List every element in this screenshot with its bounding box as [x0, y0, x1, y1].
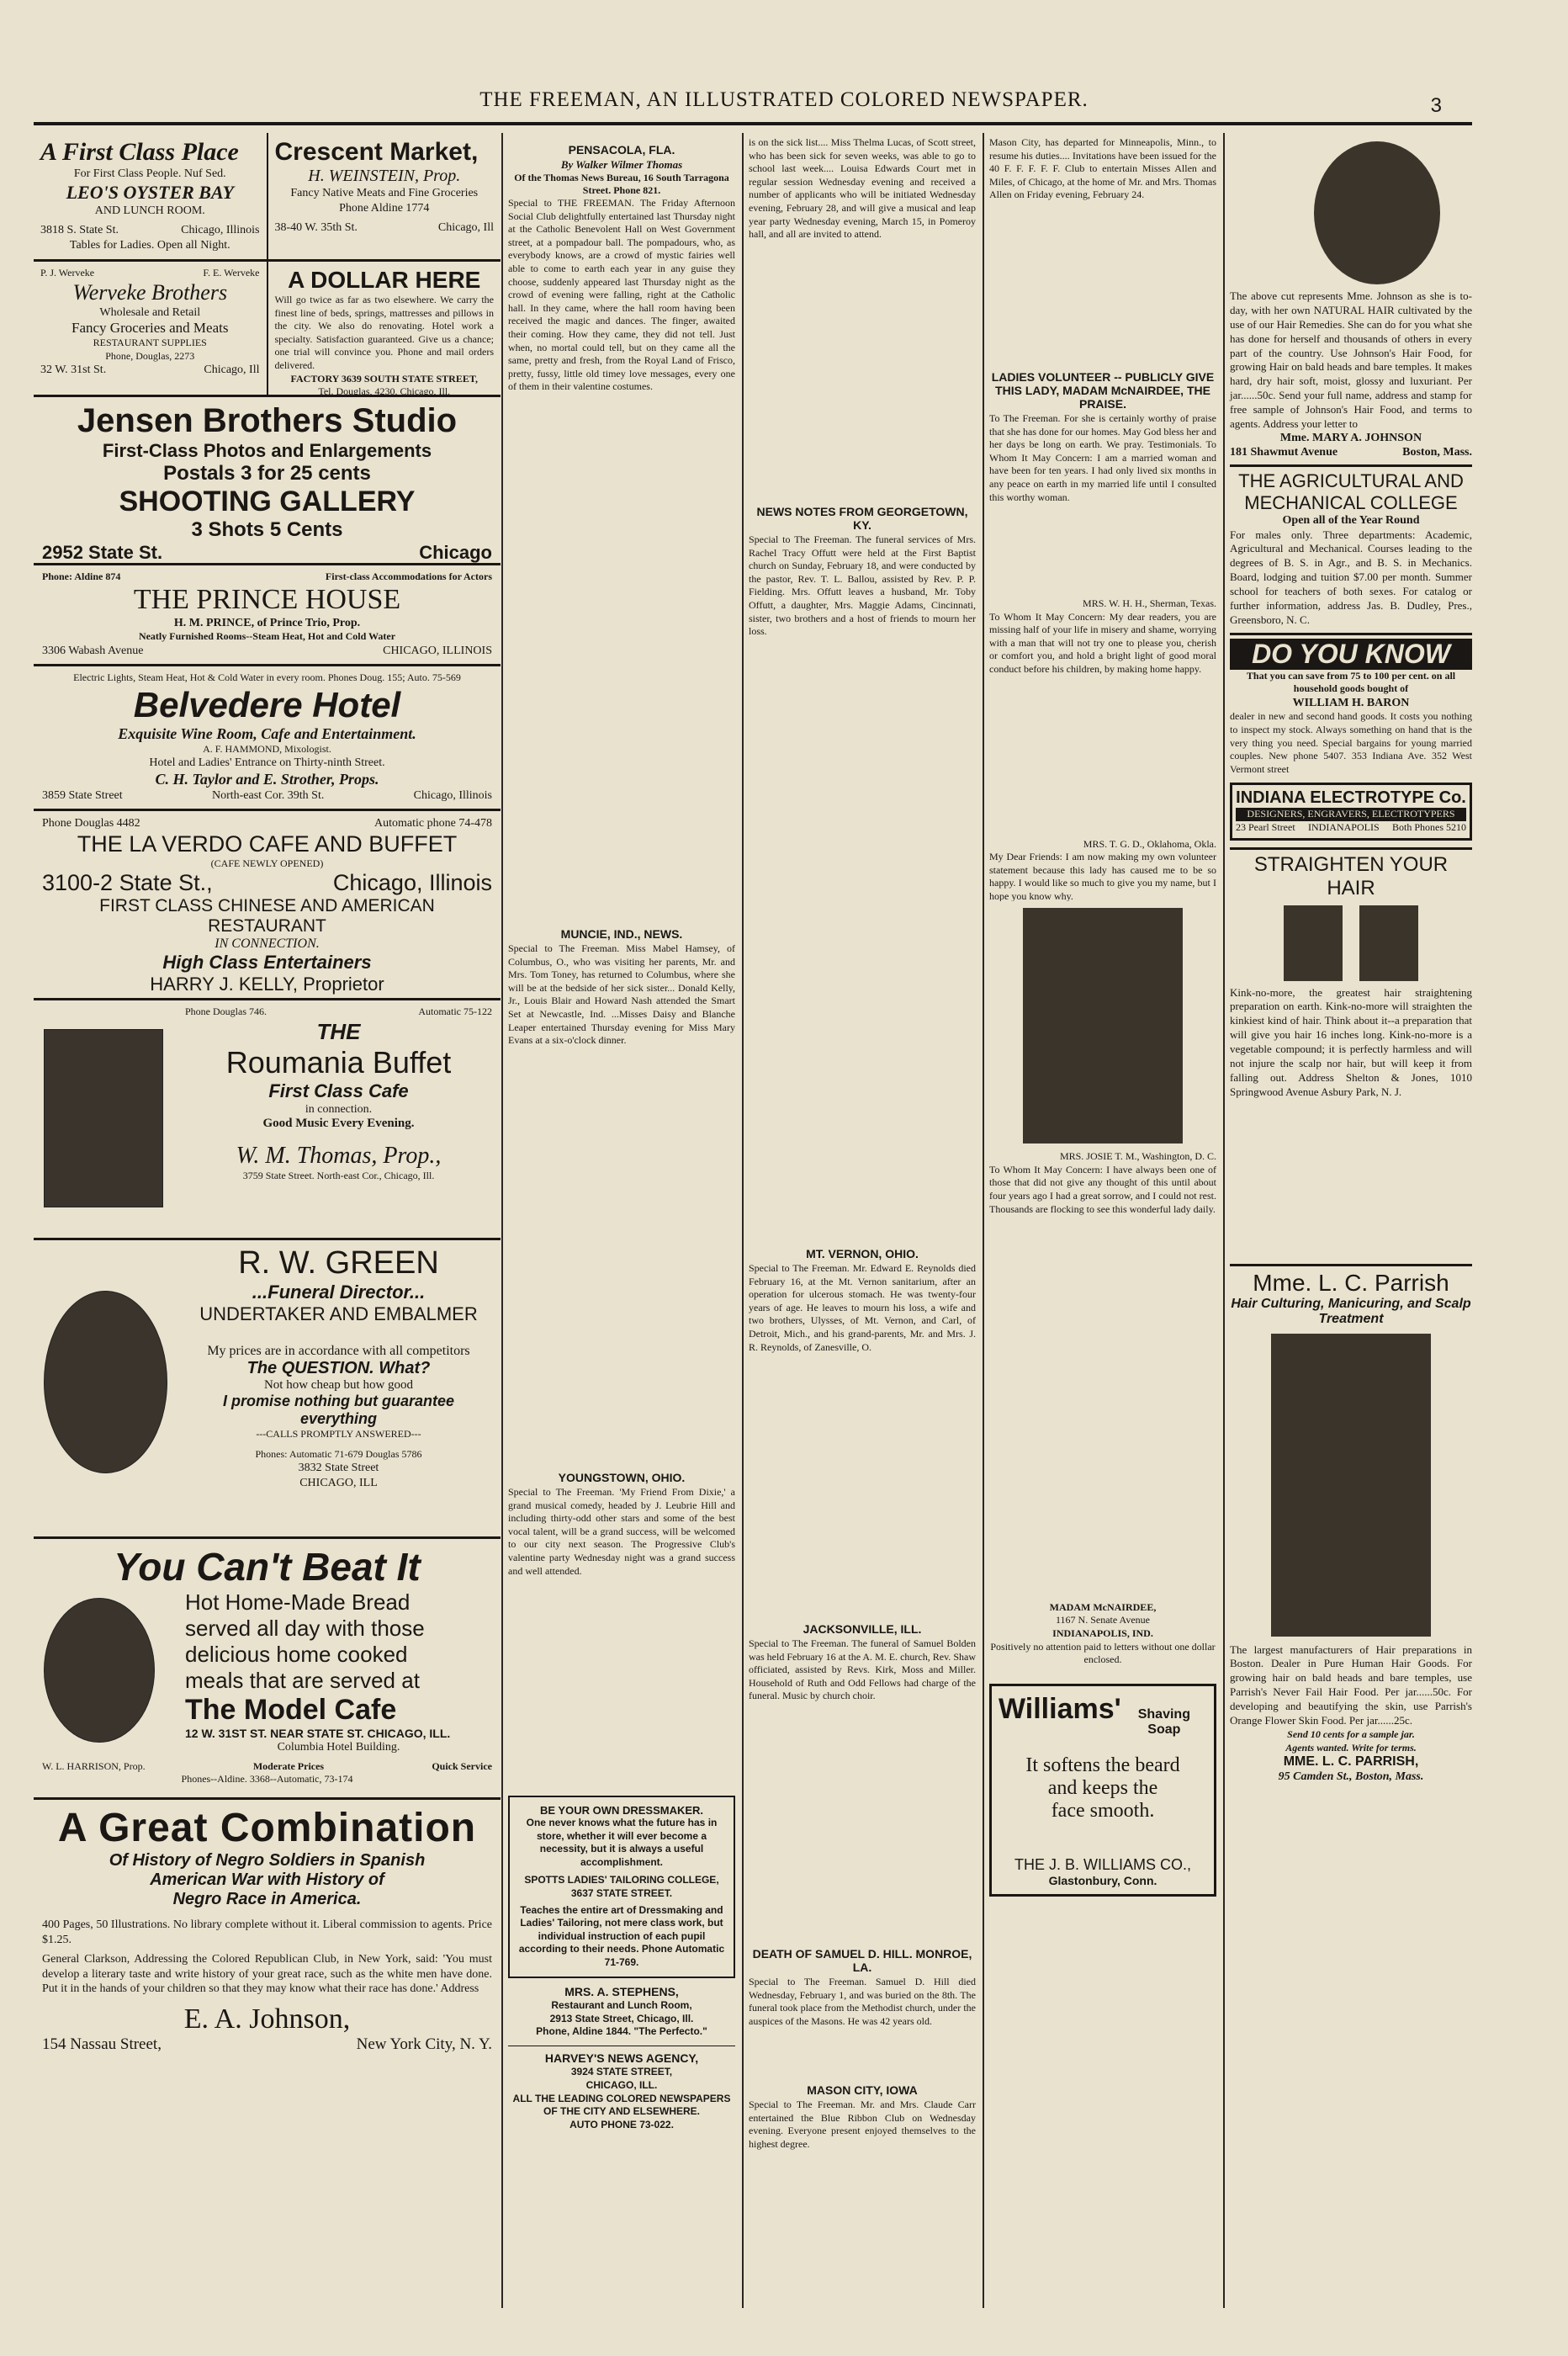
ad-line: delicious home cooked [185, 1642, 408, 1667]
ad-line: It softens the beard [1025, 1754, 1180, 1776]
ad-subtitle: Of History of Negro Soldiers in Spanish [109, 1851, 426, 1870]
signature: MRS. W. H. H., Sherman, Texas. [1083, 597, 1216, 609]
portrait-photo [44, 1598, 155, 1743]
ad-roumania-buffet [34, 1000, 501, 1240]
ad-line: meals that are served at [185, 1668, 420, 1693]
ad-straighten-hair [1230, 847, 1472, 1264]
ad-phone: Phones: Automatic 71-679 Douglas 5786 [255, 1447, 422, 1460]
ad-body: ALL THE LEADING COLORED NEWSPAPERS OF THE CITY AND ELSEWHERE. [512, 2092, 731, 2118]
ad-corner: North-east Cor. 39th St. [211, 788, 325, 802]
section-heading: YOUNGSTOWN, OHIO. [558, 1471, 686, 1484]
ad-line: and keeps the [1047, 1776, 1158, 1799]
ad-dressmaker [508, 1796, 735, 1978]
johnson-portrait [1314, 141, 1440, 284]
ad-address: 3759 State Street. North-east Cor., Chicago, Ill. [242, 1170, 435, 1182]
ad-line: UNDERTAKER AND EMBALMER [199, 1303, 478, 1324]
article-body: To Whom It May Concern: I have always been one of those that did not give any thought of this until about four years ago I had a great sorrow, and I could not rest. Thousands are flocking to see this wonderful lady daily. [989, 1163, 1216, 1215]
ad-city: CHICAGO, ILLINOIS [383, 644, 492, 657]
article-body: Mason City, has departed for Minneapolis, Minn., to resume his duties.... Invitations have been issued for the 40 F. F. F. F. F. Club to entertain Misses Allen and Miles, of Chicago, at the home of Mr. and Mrs. Thomas Allen on Friday evening, February 24. [989, 136, 1216, 201]
ad-phone: Automatic phone 74-478 [374, 817, 492, 830]
ad-harvey [508, 2046, 735, 2131]
ad-row-top [34, 133, 501, 262]
ad-belvedere-hotel [34, 666, 501, 811]
ad-line: Hotel and Ladies' Entrance on Thirty-ninth Street. [149, 756, 385, 770]
ad-line: Agents wanted. Write for terms. [1285, 1741, 1417, 1754]
ad-title: A DOLLAR HERE [288, 267, 481, 293]
ad-phone: Phones--Aldine. 3368--Automatic, 73-174 [181, 1773, 353, 1786]
ad-line: Postals 3 for 25 cents [163, 462, 371, 485]
ad-rw-green [34, 1240, 501, 1539]
ad-do-you-know [1230, 633, 1472, 777]
ad-address: 32 W. 31st St. [40, 363, 107, 377]
ad-line: High Class Entertainers [162, 952, 372, 974]
ad-body: The above cut represents Mme. Johnson as she is to-day, with her own NATURAL HAIR cultivated by the use of our Hair Remedies. She can do for you what she has done for herself and thousands of others in every part of the country. Use Johnson's Hair Food, for growing Hair on bald heads and bare temples. It makes hard, dry hair soft, moist, glossy and luxuriant. Per jar......50c. Send your full name, address and stamp for free sample of Johnson's Hair Food, and terms to agents. Address your letter to [1230, 289, 1472, 431]
ad-name-left: P. J. Werveke [40, 267, 95, 279]
ad-title: INDIANA ELECTROTYPE Co. [1236, 788, 1466, 808]
ad-note: Tables for Ladies. Open all Night. [69, 238, 230, 252]
portrait-photo [44, 1029, 163, 1207]
ad-title: A Great Combination [57, 1806, 477, 1850]
section-heading: MUNCIE, IND., NEWS. [560, 927, 683, 941]
ad-subtitle: Open all of the Year Round [1282, 514, 1420, 527]
ad-prop: HARRY J. KELLY, Proprietor [150, 974, 384, 995]
section-heading: MT. VERNON, OHIO. [806, 1247, 919, 1260]
ad-city: Chicago, Illinois [413, 788, 492, 802]
ad-address: 3100-2 State St., [42, 870, 213, 896]
ad-address: 3924 STATE STREET, [570, 2066, 673, 2078]
signature: MRS. JOSIE T. M., Washington, D. C. [1059, 1150, 1216, 1163]
article-body: Special to The Freeman. Samuel D. Hill died Wednesday, February 1, and was buried on the 8th. The funeral took place from the Methodist church, under the auspices of the Masons. He was 42 years old. [749, 1976, 976, 2027]
ad-line: First-Class Photos and Enlargements [102, 440, 432, 461]
ad-crescent-market [267, 133, 501, 259]
ad-address: 3859 State Street [42, 788, 123, 802]
ad-title: Jensen Brothers Studio [77, 402, 458, 439]
ad-line: I promise nothing but guarantee everything [222, 1393, 454, 1427]
ad-name: SPOTTS LADIES' TAILORING COLLEGE, [524, 1874, 719, 1886]
article-body: To The Freeman. For she is certainly worthy of praise that she has done for our homes. May God bless her and her days be long on earth. We pray. Testimonials. To Whom It May Concern: I am a married woman and have been for ten years. I had only lived six months in any peace on earth in my married life until I consulted this worthy woman. [989, 412, 1216, 503]
article-body: To Whom It May Concern: My dear readers, you are missing half of your life in misery and shame, worrying with a man that will not try one to please you, cherish or comfort you, and hold a bright light of good moral conduct before his children, by making home happy. [989, 610, 1216, 675]
ad-address: 1167 N. Senate Avenue [1056, 1614, 1150, 1626]
ad-phone: Phone Douglas 4482 [42, 817, 140, 830]
ad-line: FIRST CLASS CHINESE AND AMERICAN RESTAURANT [99, 896, 435, 937]
ad-line: Restaurant and Lunch Room, [551, 1999, 692, 2012]
ad-line: Good Music Every Evening. [262, 1117, 415, 1131]
ad-title: THE LA VERDO CAFE AND BUFFET [77, 830, 458, 857]
ad-phone: Phone Aldine 1774 [339, 201, 430, 215]
ad-address: 12 W. 31ST ST. NEAR STATE ST. CHICAGO, ILL. [185, 1727, 451, 1740]
news-column-4 [984, 133, 1221, 2304]
news-column-2 [503, 133, 740, 2304]
ad-title: R. W. GREEN [238, 1245, 439, 1281]
article-body: Special to THE FREEMAN. The Friday Afternoon Social Club delightfully entertained last Thursday night at the Catholic Benevolent Hall on West Government street, at a pompadour ball. The pompadours, who, as everybody knows, are a crowd of mystic fairies well able to come to earth each year in any guise they choose, suddenly appeared last Thursday night as the crowd of evening were falling, right at the Catholic hall. In they came, where the hall room having been received the magic and dances. The finger, awaited their coming. How they came, they did not tell. Just when, no mortal could tell, but on they came all the same, pretty and fresh, from the Royal Land of Frisco, pretty, fussy, little old timey love messages, every one of them in their valentine costumes. [508, 197, 735, 393]
ad-line: ---CALLS PROMPTLY ANSWERED--- [256, 1428, 421, 1440]
ad-phone: AUTO PHONE 73-022. [569, 2118, 674, 2130]
ad-indiana-electrotype [1230, 783, 1472, 840]
ad-city: Chicago, Ill [204, 363, 260, 377]
ad-body: General Clarkson, Addressing the Colored Republican Club, in New York, said: 'You must develop a literary taste and write history of your great race, such as the white men have done. Put it in the hands of your children so that they may know what their race has done.' Address [42, 1953, 492, 1995]
ad-prop: H. WEINSTEIN, Prop. [308, 167, 461, 185]
ad-top-line: Electric Lights, Steam Heat, Hot & Cold Water in every room. Phones Doug. 155; Auto. 75-569 [73, 671, 461, 683]
ad-tag: First-class Accommodations for Actors [325, 570, 492, 582]
ad-name: MRS. A. STEPHENS, [564, 1984, 679, 1998]
ad-title: Mme. L. C. Parrish [1253, 1269, 1449, 1296]
ad-line: Moderate Prices [252, 1759, 325, 1772]
ads-column-left [34, 133, 501, 2103]
ad-the: THE [316, 1018, 361, 1044]
ad-body: Will go twice as far as two elsewhere. We carry the finest line of beds, springs, mattresses and pillows in the city. We also do renovating. Hotel work a specialty. Satisfaction guaranteed. Give us a chance; one trial will convince you. Phone and mail orders delivered. [274, 294, 494, 371]
ad-line: That you can save from 75 to 100 per cent. on all household goods bought of [1246, 669, 1456, 695]
ad-address: 3832 State Street [298, 1462, 379, 1475]
masthead-rule [34, 122, 1472, 125]
ad-address: 181 Shawmut Avenue [1230, 445, 1338, 459]
ad-phone: Both Phones 5210 [1391, 820, 1466, 833]
ad-jensen-studio [34, 397, 501, 565]
ad-prop: W. L. HARRISON, Prop. [42, 1759, 146, 1772]
ad-line: Hot Home-Made Bread [185, 1589, 411, 1615]
ad-name: Mme. MARY A. JOHNSON [1279, 431, 1422, 444]
ad-prop: W. M. Thomas, Prop., [236, 1143, 442, 1170]
ad-note: Positively no attention paid to letters without one dollar enclosed. [990, 1640, 1216, 1666]
ad-line: 400 Pages, 50 Illustrations. No library complete without it. Liberal commission to agents. Price $1.25. [42, 1918, 492, 1946]
section-heading: MASON CITY, IOWA [807, 2083, 918, 2097]
ad-name: HARVEY'S NEWS AGENCY, [544, 2051, 699, 2065]
masthead: THE FREEMAN, AN ILLUSTRATED COLORED NEWSPAPER. [479, 88, 1089, 111]
ad-title: Werveke Brothers [72, 279, 228, 305]
signature: MRS. T. G. D., Oklahoma, Okla. [1083, 837, 1216, 850]
ad-line: 3 Shots 5 Cents [191, 518, 343, 541]
ad-title: THE PRINCE HOUSE [133, 583, 401, 615]
ad-subtitle: American War with History of [150, 1870, 384, 1889]
section-heading: JACKSONVILLE, ILL. [803, 1622, 922, 1636]
ad-name: MADAM McNAIRDEE, [1049, 1600, 1157, 1613]
ad-subtitle: Hair Culturing, Manicuring, and Scalp Treatment [1231, 1296, 1471, 1326]
ad-williams-soap [989, 1684, 1216, 1897]
ad-name-right: F. E. Werveke [203, 267, 260, 279]
ad-title: BE YOUR OWN DRESSMAKER. [539, 1804, 704, 1817]
ad-phone: Phone, Aldine 1844. "The Perfecto." [536, 2025, 707, 2038]
ad-agricultural-college [1230, 464, 1472, 627]
ad-name: The Model Cafe [185, 1694, 397, 1726]
after-hair-image [1359, 905, 1418, 981]
ad-body: Kink-no-more, the greatest hair straightening preparation on earth. Kink-no-more will straighten the kinkiest kind of hair. Think about it--a preparation that will give you hair 16 inches long. Kink-no-more is a vegetable compound; it is perfectly harmless and will not injure the scalp nor hair, but will keep it from falling out. Address Shelton & Jones, 1010 Springwood Avenue Asbury Park, N. J. [1230, 985, 1472, 1098]
ad-line: IN CONNECTION. [215, 937, 320, 952]
ad-line: AND LUNCH ROOM. [94, 204, 205, 217]
ad-city: INDIANAPOLIS, IND. [1052, 1626, 1153, 1639]
ad-title: Roumania Buffet [225, 1044, 452, 1080]
ad-body: The largest manufacturers of Hair preparations in Boston. Dealer in Pure Human Hair Goods. For growing hair on bald heads and bare temples, use Parrish's Never Fail Hair Food. Per jar......50c. For developing and beautifying the skin, use Parrish's Orange Flower Skin Food. Per jar......25c. [1230, 1642, 1472, 1727]
section-heading: LADIES VOLUNTEER -- PUBLICLY GIVE THIS LADY, MADAM McNAIRDEE, THE PRAISE. [991, 370, 1215, 411]
madam-address [989, 1601, 1216, 1667]
ad-body: dealer in new and second hand goods. It costs you nothing to inspect my stock. Always something on hand that is the very thing you need. Special bargains for young married couples. New phone 5407. 353 Indiana Ave. 352 West Vermont street [1230, 710, 1472, 775]
ad-name: E. A. Johnson, [183, 2003, 351, 2035]
ad-city: Chicago [419, 542, 492, 563]
ad-address: FACTORY 3639 SOUTH STATE STREET, [290, 372, 478, 385]
ad-body: Teaches the entire art of Dressmaking and Ladies' Tailoring, not mere class work, but individual instruction of each pupil according to their needs. Phone Automatic 71-769. [518, 1903, 725, 1968]
ad-line: My prices are in accordance with all competitors [207, 1344, 470, 1358]
portrait-photo [44, 1291, 167, 1473]
ad-line: Fancy Groceries and Meats [72, 320, 229, 337]
ad-city: Chicago, Ill [437, 221, 494, 234]
ad-great-combination [34, 1800, 501, 2103]
ad-title: DO YOU KNOW [1230, 639, 1472, 670]
ad-address: 3637 STATE STREET. [570, 1886, 673, 1899]
section-heading: NEWS NOTES FROM GEORGETOWN, KY. [756, 505, 968, 532]
ad-company: THE J. B. WILLIAMS CO., [1014, 1855, 1192, 1873]
before-hair-image [1284, 905, 1343, 981]
ad-line: The QUESTION. What? [246, 1359, 431, 1377]
ad-title: THE AGRICULTURAL AND MECHANICAL COLLEGE [1238, 470, 1464, 513]
ad-subtitle: Negro Race in America. [172, 1890, 362, 1908]
ad-address: 23 Pearl Street [1236, 820, 1295, 833]
ad-subtitle: First Class Cafe [268, 1080, 409, 1101]
ad-city: New York City, N. Y. [356, 2035, 492, 2053]
ad-city: Boston, Mass. [1402, 445, 1472, 459]
ad-address: 3306 Wabash Avenue [42, 644, 144, 657]
ad-body: For males only. Three departments: Academic, Agricultural and Mechanical. Courses leading to the degrees of B. S. in Agr., and B. S. in Mechanics. Board, lodging and tuition $7.00 per month. Summer school for teachers of both sexes. For catalog or further information, address Jas. B. Dudley, Pres., Greensboro, N. C. [1230, 528, 1472, 626]
ad-address: 154 Nassau Street, [42, 2035, 162, 2053]
ad-line: A. F. HAMMOND, Mixologist. [203, 742, 331, 755]
ad-line: Quick Service [432, 1759, 492, 1772]
ad-title: You Can't Beat It [114, 1545, 421, 1589]
ad-title: Crescent Market, [274, 138, 479, 166]
ad-dollar-here [267, 262, 501, 398]
ad-brand: Williams' [999, 1692, 1121, 1725]
ad-address: 2952 State St. [42, 542, 163, 563]
ad-la-verdo-cafe [34, 811, 501, 1000]
ad-address: 3818 S. State St. [40, 224, 119, 236]
ad-title: STRAIGHTEN YOUR HAIR [1253, 852, 1449, 899]
ad-city: INDIANAPOLIS [1307, 820, 1380, 833]
ads-column-right [1225, 133, 1477, 2304]
ad-city: Chicago, Illinois [181, 224, 260, 236]
ad-title: Belvedere Hotel [133, 684, 401, 724]
ad-line: served all day with those [185, 1616, 425, 1641]
ad-line: face smooth. [1051, 1799, 1155, 1822]
page-number: 3 [1430, 94, 1442, 117]
article-body: Special to The Freeman. Mr. and Mrs. Claude Carr entertained the Blue Ribbon Club on Wednesday evening. Everyone present enjoyed themselves to the highest degree. [749, 2099, 976, 2150]
ad-line: Wholesale and Retail [99, 305, 201, 319]
ad-line: Columbia Hotel Building. [277, 1741, 400, 1754]
ad-prince-house [34, 565, 501, 666]
article-body: Special to The Freeman. Miss Mabel Hamsey, of Columbus, O., who was visiting her parents, Mr. and Mrs. Tom Toney, has returned to Columbus, where she will be at the bedside of her sick sister... Donald Kelly, Jr., Louis Blair and Howard Nash attended the Smart Set at Newcastle, Ind. ...Misses Daisy and Blanche Leaper entertained Thursday evening for Miss Mary Evans at a six-o'clock dinner. [508, 942, 735, 1047]
section-heading: PENSACOLA, FLA. [568, 143, 675, 157]
ad-body: One never knows what the future has in store, whether it will ever become a necessity, but it is always a useful accomplishment. [526, 1817, 718, 1868]
ad-city: Chicago, Illinois [332, 870, 492, 896]
ad-subtitle: DESIGNERS, ENGRAVERS, ELECTROTYPERS [1236, 808, 1466, 821]
article-body: Special to The Freeman. 'My Friend From Dixie,' a grand musical comedy, headed by J. Leubrie Hill and including thirty-odd other stars and some of the best vocal talent, will be a grand success, will be welcomed to our city next season. The Progressive Club's valentine party Wednesday night was a grand success and well attended. [508, 1486, 735, 1577]
ad-phone: Automatic 75-122 [418, 1006, 492, 1017]
ad-title: A First Class Place [40, 138, 239, 166]
ad-stephens [508, 1985, 735, 2039]
article-body: My Dear Friends: I am now making my own volunteer statement because this lady has caused me to be so happy. I would like so much to give you my name, but I hope you know why. [989, 851, 1216, 902]
ad-desc: Fancy Native Meats and Fine Groceries [290, 187, 479, 199]
ad-phone: Tel. Douglas, 4230. Chicago, Ill. [318, 385, 451, 398]
ad-phone: Phone Douglas 746. [185, 1006, 267, 1017]
article-body: is on the sick list.... Miss Thelma Lucas, of Scott street, who has been sick for seven weeks, was able to go to school last week.... Louisa Edwards Court met in regular session Wednesday evening and received a number of applicants who will be initiated Wednesday evening, February 28, and will give a musical and leap year party Wednesday evening, March 15, in Pomeroy hall, and all are invited to attend. [749, 136, 976, 241]
ad-subtitle: For First Class People. Nuf Sed. [73, 167, 226, 180]
ad-name: WILLIAM H. BARON [1292, 696, 1410, 709]
ad-line: RESTAURANT SUPPLIES [93, 337, 207, 349]
ad-name: LEO'S OYSTER BAY [66, 181, 234, 203]
bureau-line: Of the Thomas News Bureau, 16 South Tarragona Street. Phone 821. [514, 172, 729, 196]
ad-model-cafe [34, 1539, 501, 1800]
ad-address: 2913 State Street, Chicago, Ill. [549, 2012, 694, 2024]
article-body: Special to The Freeman. The funeral services of Mrs. Rachel Tracy Offutt were held at the First Baptist church on Sunday, February 18, and were conducted by the pastor, Rev. T. L. Ballou, assisted by Rev. P. P. Fielding. Mrs. Offutt leaves a husband, Mr. Toby Offutt, a daughter, Mrs. Maggie Adams, Cincinnati, sister, two brothers and a host of friends to mourn her loss. [749, 533, 976, 638]
ad-product: Shaving Soap [1137, 1706, 1190, 1737]
ad-line: in connection. [305, 1102, 373, 1116]
news-column-3 [744, 133, 981, 2304]
ad-subtitle: (CAFE NEWLY OPENED) [210, 857, 324, 869]
ad-city: CHICAGO, ILL. [585, 2078, 658, 2091]
ad-line: SHOOTING GALLERY [119, 486, 416, 517]
ad-subtitle: ...Funeral Director... [252, 1281, 426, 1303]
ad-name: MME. L. C. PARRISH, [1283, 1754, 1419, 1770]
ad-line: Neatly Furnished Rooms--Steam Heat, Hot and Cold Water [138, 630, 396, 643]
article-body: Special to The Freeman. The funeral of Samuel Bolden was held February 16 at the A. M. E. church, Rev. Shaw officiated, assisted by Revs. Kirk, Moss and Miller. Household of Ruth and Odd Fellows had charge of the funeral. Music by church choir. [749, 1637, 976, 1702]
ad-prop: H. M. PRINCE, of Prince Trio, Prop. [173, 616, 361, 629]
ad-phone: Phone, Douglas, 2273 [105, 349, 195, 362]
ad-phone: Phone: Aldine 874 [42, 570, 121, 582]
ad-address: 38-40 W. 35th St. [274, 221, 358, 234]
ad-werveke-brothers [34, 262, 267, 395]
ad-prop: C. H. Taylor and E. Strother, Props. [155, 770, 379, 788]
ad-address: 95 Camden St., Boston, Mass. [1278, 1770, 1424, 1784]
article-body: Special to The Freeman. Mr. Edward E. Reynolds died February 16, at the Mt. Vernon sanitarium, after an operation for ulcerous stomach. He was twenty-four years of age. He leaves to mourn his loss, a wife and two brothers, Ulysses, of Mt. Vernon, and Carl, of Detroit, Mich., and his grand-parents, Mr. and Mrs. J. R. Reynolds, of Zanesville, O. [749, 1262, 976, 1353]
ad-line: Send 10 cents for a sample jar. [1287, 1727, 1415, 1740]
ad-parrish [1230, 1264, 1472, 1785]
ad-row-second [34, 262, 501, 397]
ad-subtitle: Exquisite Wine Room, Cafe and Entertainment. [118, 724, 416, 742]
ad-city: Glastonbury, Conn. [1048, 1873, 1157, 1887]
ad-line: Not how cheap but how good [263, 1378, 414, 1392]
madam-photo [1023, 908, 1183, 1144]
ad-city: CHICAGO, ILL [299, 1476, 378, 1489]
section-heading: DEATH OF SAMUEL D. HILL. MONROE, LA. [752, 1947, 972, 1974]
parrish-portrait [1271, 1334, 1431, 1637]
byline: By Walker Wilmer Thomas [560, 158, 683, 171]
ad-first-class-place [34, 133, 267, 259]
